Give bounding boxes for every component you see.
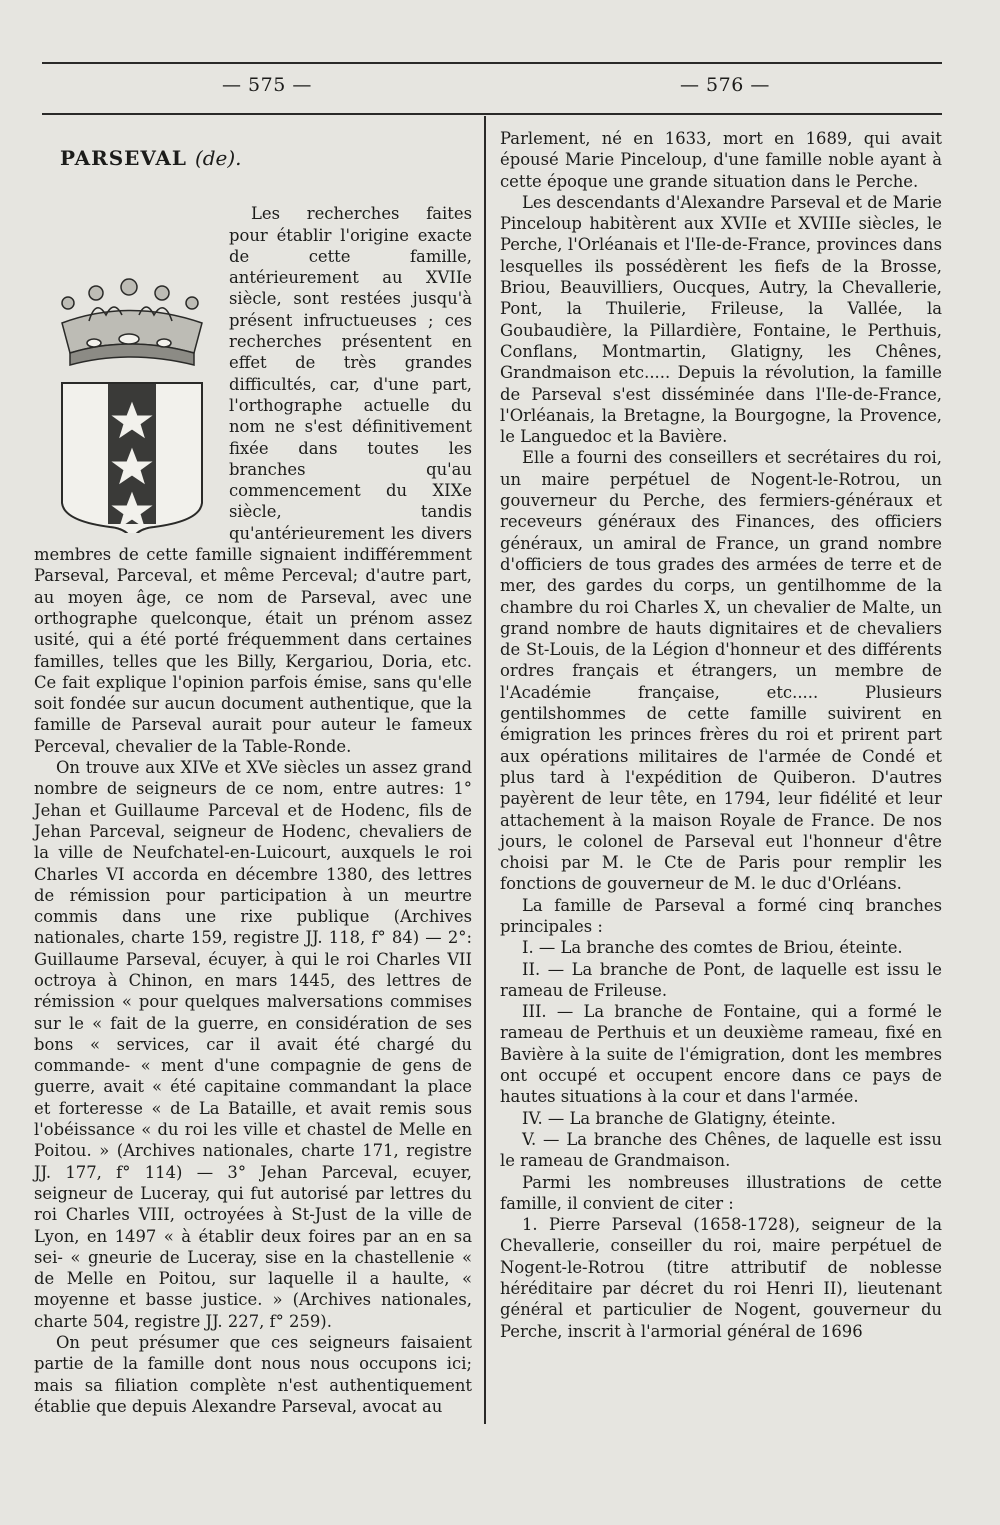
branch-item: III. — La branche de Fontaine, qui a formé le rameau de Perthuis et un deuxième rameau, fixé en Bavière à la suite de l'émigration, dont les membres ont occupé et occupent encore dans ce pays de hautes situations à la cour et dans l'armée. xyxy=(500,1002,942,1107)
branch-item: V. — La branche des Chênes, de laquelle est issu le rameau de Grandmaison. xyxy=(500,1129,942,1171)
paragraph-seigneurs: On trouve aux XIVe et XVe siècles un assez grand nombre de seigneurs de ce nom, entre autres: 1° Jehan et Guillaume Parceval et de Hodenc, fils de Jehan Parceval, seigneur de Hodenc, chevaliers de la ville de Neufchatel-en-Luicourt, auxquels le roi Charles VI accorda en décembre 1380, des lettres de rémission pour participation à un meurtre commis dans une rixe publique (Archives nationales, charte 159, registre JJ. 118, f° 84) — 2°: Guillaume Parseval, écuyer, à qui le roi Charles VII octroya à Chinon, en mars 1445, des lettres de rémission « pour quelques malversations commises sur le « fait de la guerre, en considération de ses bons « services, car il avait été chargé du commande- « ment d'une compagnie de gens de guerre, avait « été capitaine commandant la place et forteresse « de La Bataille, et avait remis sous l'obéissance « du roi les ville et chastel de Melle en Poitou. » (Archives nationales, charte 171, registre JJ. 177, f° 114) — 3° Jehan Parceval, ecuyer, seigneur de Luceray, qui fut autorisé par lettres du roi Charles VIII, octroyées à St-Just de la ville de Lyon, en 1497 « à établir deux foires par an en sa sei- « gneurie de Luceray, sise en la chastellenie « de Melle en Poitou, sur laquelle il a haulte, « moyenne et basse justice. » (Archives nationales, charte 504, registre JJ. 227, f° 259). xyxy=(34,758,472,1331)
crown-icon xyxy=(62,279,202,365)
paragraph-descendants: Les descendants d'Alexandre Parseval et de Marie Pinceloup habitèrent aux XVIIe et XVIIIe siècles, le Perche, l'Orléanais et l'Ile-de-France, provinces dans lesquelles ils possédèrent les fiefs de la Brosse, Briou, Beauvilliers, Oucques, Autry, la Chevallerie, Pont, la Thuilerie, Frileuse, la Vallée, la Goubaudière, la Pillardière, Fontaine, le Perthuis, Conflans, Montmartin, Glatigny, les Chênes, Grandmaison etc..... Depuis la révolution, la famille de Parseval s'est disséminée dans l'Ile-de-France, l'Orléanais, la Bretagne, la Bourgogne, la Provence, le Languedoc et la Bavière. xyxy=(500,192,942,447)
family-name: PARSEVAL xyxy=(60,146,187,170)
page-number-right: — 576 — xyxy=(680,74,770,96)
paragraph-offices: Elle a fourni des conseillers et secrétaires du roi, un maire perpétuel de Nogent-le-Rotrou, un gouverneur du Perche, des fermiers-généraux et receveurs généraux des Finances, des officiers généraux, un amiral de France, un grand nombre d'officiers de tous grades des armées de terre et de mer, des gardes du corps, un gentilhomme de la chambre du roi Charles X, un chevalier de Malte, un grand nombre de hauts dignitaires et de chevaliers de St-Louis, de la Légion d'honneur et des différents ordres français et étrangers, un membre de l'Académie française, etc..... Plusieurs gentilshommes de cette famille suivirent en émigration les princes frères du roi et prirent part aux opérations militaires de l'armée de Condé et plus tard à l'expédition de Quiberon. D'autres payèrent de leur tête, en 1794, leur fidélité et leur attachement à la maison Royale de France. De nos jours, le colonel de Parseval eut l'honneur d'être choisi par M. le Cte de Paris pour remplir les fonctions de gouverneur de M. le duc d'Orléans. xyxy=(500,448,942,894)
paragraph-filiation: On peut présumer que ces seigneurs faisaient partie de la famille dont nous nous occupons ici; mais sa filiation complète n'est authentiquement établie que depuis Alexandre Parseval, avocat au xyxy=(34,1333,472,1416)
header-rule xyxy=(42,113,942,115)
branch-item: IV. — La branche de Glatigny, éteinte. xyxy=(522,1108,836,1128)
branch-item: II. — La branche de Pont, de laquelle est issu le rameau de Frileuse. xyxy=(500,959,942,1000)
paragraph-branches-intro: La famille de Parseval a formé cinq branches principales : xyxy=(500,895,942,936)
page-number-left: — 575 — xyxy=(222,74,312,96)
name-particle: (de). xyxy=(194,146,242,170)
coat-of-arms-icon xyxy=(34,203,219,533)
paragraph-illustrations-intro: Parmi les nombreuses illustrations de cette famille, il convient de citer : xyxy=(500,1172,942,1213)
entry-title xyxy=(60,148,472,169)
paragraph-origins: Les recherches faites pour établir l'origine exacte de cette famille, antérieurement au XVIIe siècle, sont restées jusqu'à présent infructueuses ; ces recherches présentent en effet de très grandes difficultés, car, d'une part, l'orthographe actuelle du nom ne s'est définitivement fixée dans toutes les branches qu'au commencement du XIXe siècle, tandis qu'antérieurement les divers membres de cette famille signaient indifféremment Parseval, Parceval, et même Perceval; d'autre part, au moyen âge, ce nom de Parseval, avec une orthographe quelconque, était un prénom assez usité, qui a été porté fréquemment dans certaines familles, telles que les Billy, Kergariou, Doria, etc. Ce fait explique l'opinion parfois émise, sans qu'elle soit fondée sur aucun document authentique, que la famille de Parseval aurait pour auteur le fameux Perceval, chevalier de la Table-Ronde. xyxy=(34,204,472,756)
left-column xyxy=(34,128,472,1417)
right-column xyxy=(500,128,942,1342)
column-divider xyxy=(484,116,486,1424)
branch-item: I. — La branche des comtes de Briou, éteinte. xyxy=(522,938,903,958)
paragraph-pierre-parseval: 1. Pierre Parseval (1658-1728), seigneur de la Chevallerie, conseiller du roi, maire perpétuel de Nogent-le-Rotrou (titre attributif de noblesse héréditaire par décret du roi Henri II), lieutenant général et particulier de Nogent, gouverneur du Perche, inscrit à l'armorial général de 1696 xyxy=(500,1215,942,1341)
paragraph-parlement: Parlement, né en 1633, mort en 1689, qui avait épousé Marie Pinceloup, d'une famille noble ayant à cette époque une grande situation dans le Perche. xyxy=(500,129,942,191)
top-rule xyxy=(42,62,942,64)
